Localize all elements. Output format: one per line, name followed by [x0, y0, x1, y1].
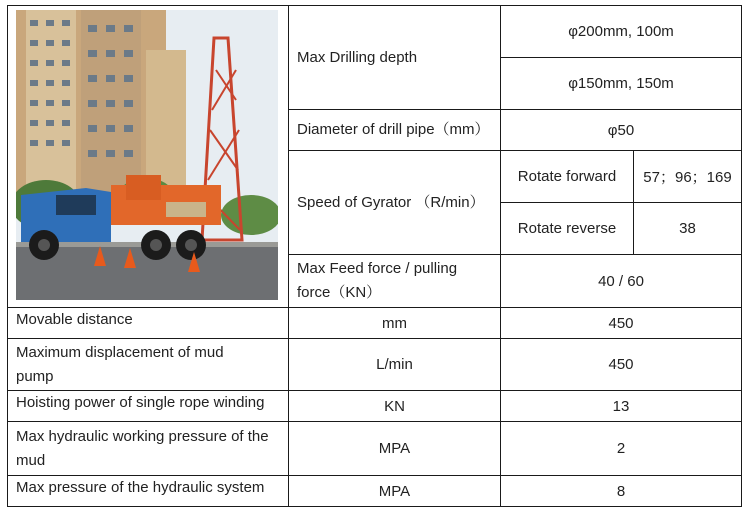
- row-label: Max hydraulic working pressure of the mud: [16, 427, 269, 469]
- gyrator-speed-label: Speed of Gyrator （R/min）: [297, 193, 485, 211]
- row-unit: KN: [384, 397, 405, 415]
- feed-force-label: Max Feed force / pulling force（KN）: [297, 260, 458, 301]
- row-value: 450: [608, 314, 634, 332]
- row-unit: MPA: [378, 440, 411, 457]
- row-unit: MPA: [378, 482, 411, 500]
- row-label: Max pressure of the hydraulic system: [16, 479, 265, 496]
- row-unit: mm: [382, 314, 407, 332]
- table-border-right: [741, 5, 742, 507]
- drill-pipe-value: φ50: [607, 121, 635, 139]
- max-drilling-depth-value: φ200mm, 100m: [568, 23, 674, 40]
- row-label: Movable distance: [16, 311, 133, 328]
- rotate-forward-label: Rotate forward: [517, 168, 617, 185]
- rotate-reverse-value: 38: [679, 220, 696, 237]
- row-value: 8: [616, 482, 626, 500]
- row-unit: L/min: [376, 356, 413, 373]
- drilling-rig-photo: [16, 10, 278, 300]
- feed-force-value: 40 / 60: [598, 272, 644, 290]
- row-label: Hoisting power of single rope winding: [16, 394, 265, 411]
- max-drilling-depth-label: Max Drilling depth: [297, 48, 418, 66]
- rotate-reverse-label: Rotate reverse: [517, 220, 617, 237]
- row-value: 2: [616, 440, 626, 457]
- table-border-bottom: [7, 506, 742, 507]
- max-drilling-depth-value: φ150mm, 150m: [568, 75, 674, 92]
- drilling-rig-illustration: [16, 10, 278, 300]
- rotate-forward-value: 57；96；169: [643, 169, 732, 186]
- row-value: 450: [608, 356, 634, 373]
- row-label: Maximum displacement of mud pump: [16, 343, 224, 385]
- drill-pipe-label: Diameter of drill pipe（mm）: [297, 121, 490, 138]
- row-value: 13: [612, 397, 630, 415]
